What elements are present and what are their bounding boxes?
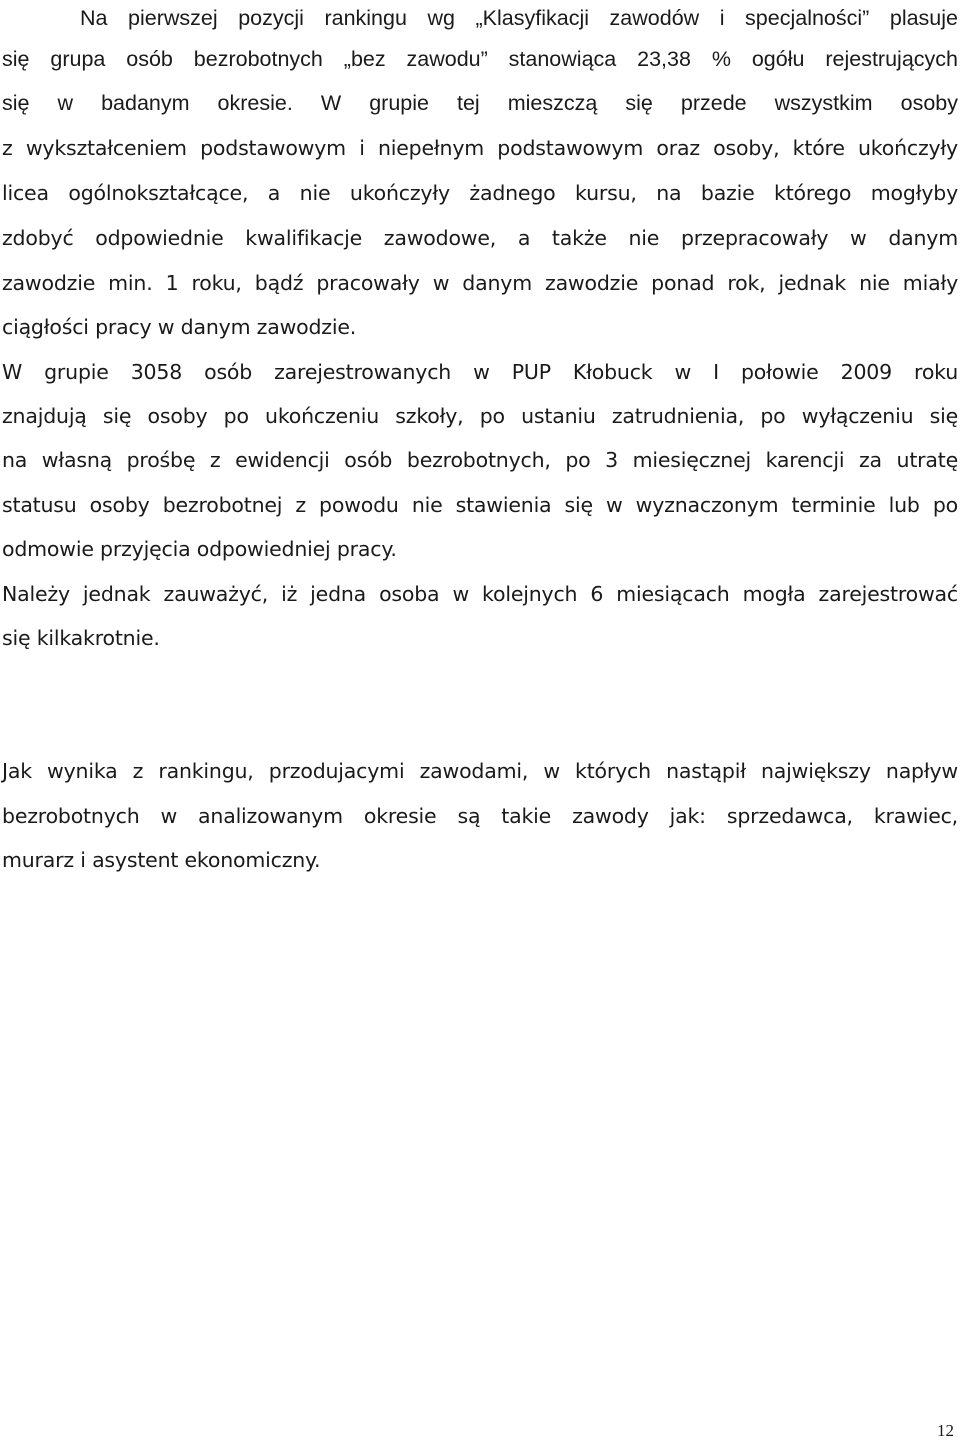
text-line: murarz i asystent ekonomiczny. [2, 848, 321, 872]
text-line: statusu osoby bezrobotnej z powodu nie stawienia się w wyznaczonym terminie lub po [2, 493, 958, 517]
text-line: się grupa osób bezrobotnych „bez zawodu” stanowiąca 23,38 % ogółu rejestrujących [2, 47, 958, 71]
text-line: odmowie przyjęcia odpowiedniej pracy. [2, 537, 397, 561]
text-line: się w badanym okresie. W grupie tej mieszczą się przede wszystkim osoby [2, 91, 958, 115]
text-line: się kilkakrotnie. [2, 626, 160, 650]
text-line: W grupie 3058 osób zarejestrowanych w PUP Kłobuck w I połowie 2009 roku [2, 360, 958, 384]
text-line: Należy jednak zauważyć, iż jedna osoba w kolejnych 6 miesiącach mogła zarejestrować [2, 582, 958, 606]
text-line: z wykształceniem podstawowym i niepełnym podstawowym oraz osoby, które ukończyły [2, 136, 958, 160]
text-line: Na pierwszej pozycji rankingu wg „Klasyfikacji zawodów i specjalności” plasuje [80, 6, 958, 30]
text-line: Jak wynika z rankingu, przodujacymi zawodami, w których nastąpił największy napływ [2, 759, 958, 783]
text-line: bezrobotnych w analizowanym okresie są takie zawody jak: sprzedawca, krawiec, [2, 804, 958, 828]
text-line: licea ogólnokształcące, a nie ukończyły żadnego kursu, na bazie którego mogłyby [2, 181, 958, 205]
text-line: ciągłości pracy w danym zawodzie. [2, 315, 357, 339]
text-line: zawodzie min. 1 roku, bądź pracowały w danym zawodzie ponad rok, jednak nie miały [2, 271, 958, 295]
text-line: znajdują się osoby po ukończeniu szkoły, po ustaniu zatrudnienia, po wyłączeniu się [2, 404, 958, 428]
text-line: zdobyć odpowiednie kwalifikacje zawodowe, a także nie przepracowały w danym [2, 226, 958, 250]
page-number: 12 [937, 1421, 954, 1440]
text-line: na własną prośbę z ewidencji osób bezrobotnych, po 3 miesięcznej karencji za utratę [2, 448, 958, 472]
